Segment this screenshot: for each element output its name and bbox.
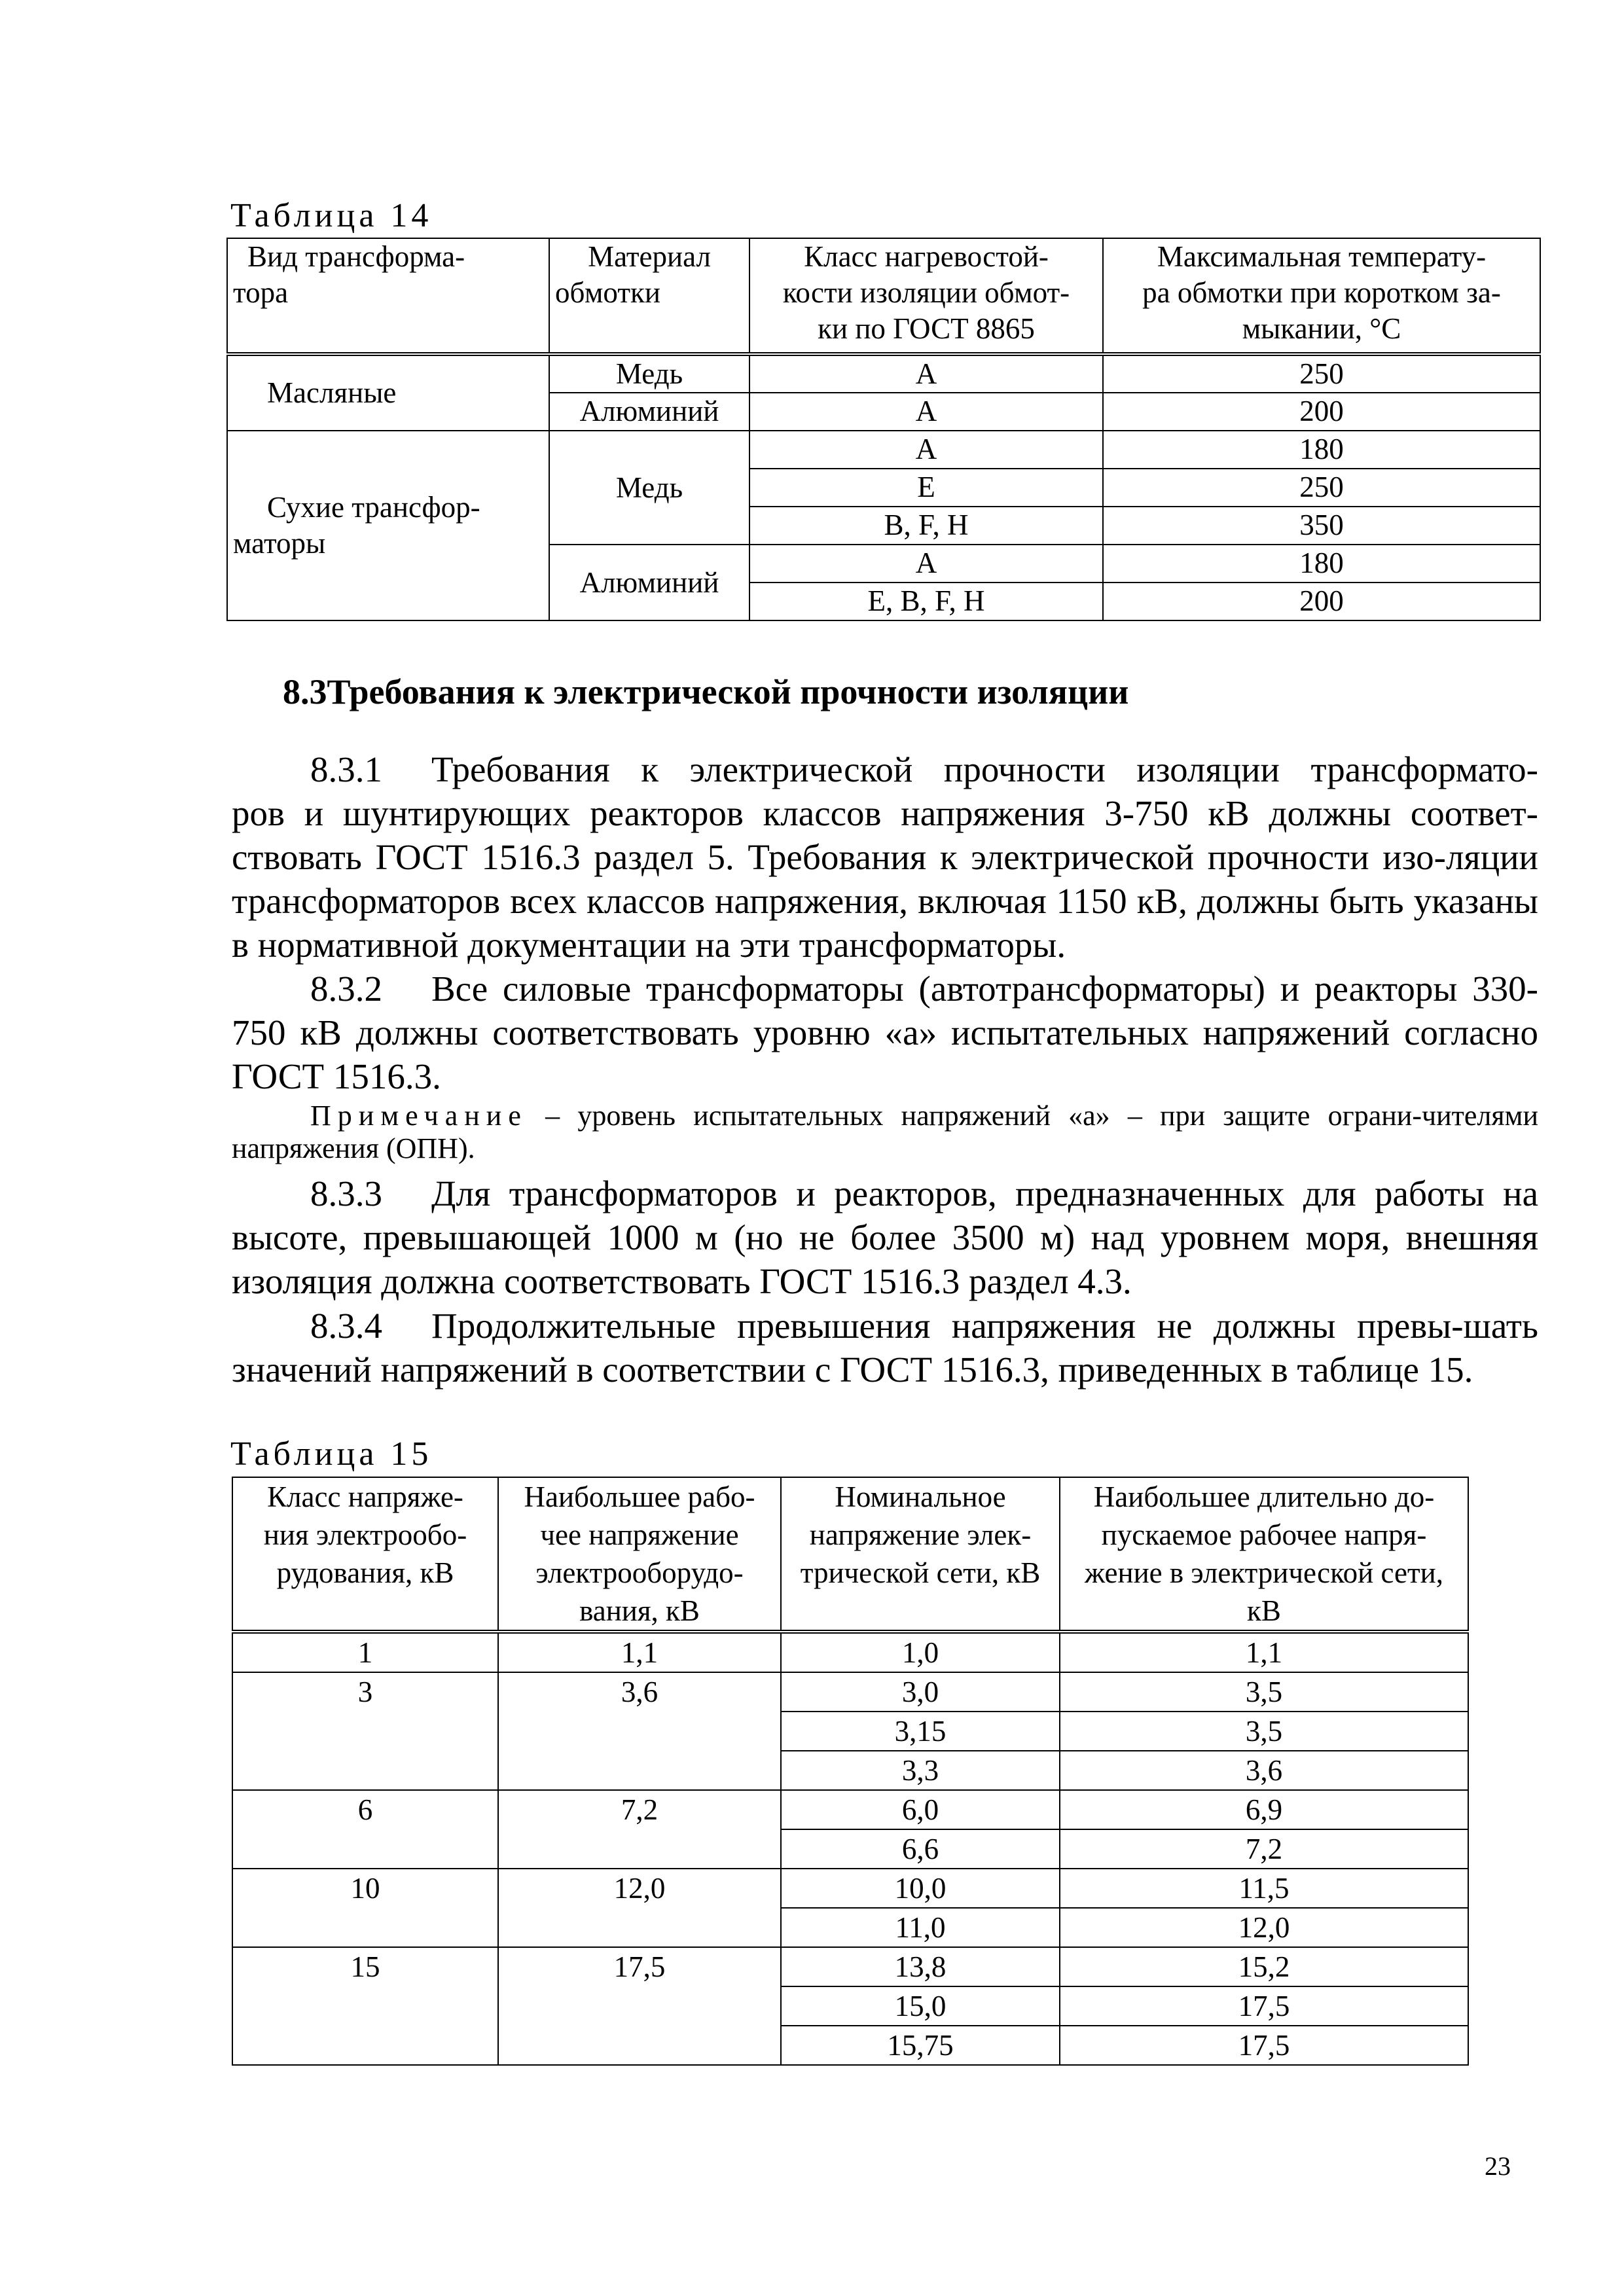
table-14-header-material (549, 238, 749, 354)
header-line: пускаемое рабочее напря- (1101, 1518, 1427, 1551)
table-15-long-max-cell: 3,5 (1060, 1712, 1468, 1751)
header-line: Класс нагревостой- (804, 240, 1049, 273)
table-15-nominal-cell: 1,0 (781, 1632, 1060, 1672)
table-14-class-cell: В, F, Н (749, 507, 1103, 545)
table-15-long-max-cell: 12,0 (1060, 1908, 1468, 1947)
header-line: ния электрообо- (263, 1518, 467, 1551)
table-15-class-cell: 6 (232, 1790, 498, 1869)
table-row (232, 1947, 1468, 1986)
paragraph-first-line (232, 747, 1538, 791)
table-15-long-max-cell: 17,5 (1060, 1986, 1468, 2026)
table-14-type-cell: Масляные (227, 354, 549, 431)
paragraph-text: Продолжительные превышения напряжения не должны превы-шать значений напряжений в соответствии с ГОСТ 1516.3, приведенных в таблице 15. (232, 1306, 1538, 1390)
table-15-max-work-cell: 12,0 (498, 1869, 781, 1947)
table-15-max-work-cell: 3,6 (498, 1672, 781, 1790)
table-14-class-cell: Е, В, F, Н (749, 583, 1103, 620)
table-row (232, 1790, 1468, 1829)
table-15-nominal-cell: 10,0 (781, 1869, 1060, 1908)
type-line: маторы (233, 527, 326, 560)
table-14-temp-cell: 200 (1103, 583, 1540, 620)
table-15-long-max-cell: 11,5 (1060, 1869, 1468, 1908)
section-heading: 8.3Требования к электрической прочности изоляции (283, 672, 1129, 711)
table-15-class-cell: 1 (232, 1632, 498, 1672)
table-14-temp-cell: 250 (1103, 469, 1540, 507)
table-row (232, 1672, 1468, 1712)
table-15-long-max-cell: 17,5 (1060, 2026, 1468, 2065)
table-row (227, 354, 1540, 393)
paragraph-number: 8.3.4 (310, 1306, 382, 1346)
header-line: мыкании, °С (1242, 312, 1401, 345)
table-15-long-max-cell: 1,1 (1060, 1632, 1468, 1672)
table-15-nominal-cell: 6,6 (781, 1829, 1060, 1869)
note-label: Примечание (310, 1100, 528, 1132)
table-15 (232, 1477, 1469, 2066)
table-14 (226, 238, 1541, 621)
table-14-class-cell: А (749, 545, 1103, 583)
header-line: рудования, кВ (276, 1556, 454, 1589)
table-15-long-max-cell: 6,9 (1060, 1790, 1468, 1829)
table-15-long-max-cell: 3,5 (1060, 1672, 1468, 1712)
paragraph-8-3-3 (232, 1172, 1538, 1303)
table-14-material-cell: Алюминий (549, 393, 749, 431)
table-14-temp-cell: 180 (1103, 431, 1540, 469)
table-row (232, 1869, 1468, 1908)
header-line: тора (233, 276, 289, 309)
type-line: Сухие трансфор- (267, 491, 480, 524)
table-15-long-max-cell: 7,2 (1060, 1829, 1468, 1869)
table-14-class-cell: А (749, 431, 1103, 469)
table-15-long-max-cell: 3,6 (1060, 1751, 1468, 1790)
table-15-nominal-cell: 3,0 (781, 1672, 1060, 1712)
table-14-class-cell: А (749, 393, 1103, 431)
table-15-nominal-cell: 11,0 (781, 1908, 1060, 1947)
paragraph-number: 8.3.1 (310, 749, 382, 789)
header-line: Наибольшее длительно до- (1093, 1480, 1435, 1513)
table-14-class-cell: Е (749, 469, 1103, 507)
header-line: электрооборудо- (535, 1556, 744, 1589)
page-number: 23 (1485, 2151, 1511, 2181)
header-line: трической сети, кВ (800, 1556, 1041, 1589)
table-15-class-cell: 10 (232, 1869, 498, 1947)
header-line: кости изоляции обмот- (782, 276, 1070, 309)
table-15-header-long-max (1060, 1477, 1468, 1632)
table-15-class-cell: 3 (232, 1672, 498, 1790)
table-row (232, 1632, 1468, 1672)
paragraph-number: 8.3.2 (310, 969, 382, 1009)
header-line: вания, кВ (579, 1594, 700, 1627)
header-line: обмотки (555, 276, 660, 309)
table-15-max-work-cell: 1,1 (498, 1632, 781, 1672)
table-row (227, 431, 1540, 469)
table-15-nominal-cell: 6,0 (781, 1790, 1060, 1829)
table-14-material-cell: Алюминий (549, 545, 749, 620)
paragraph-8-3-1 (232, 747, 1538, 967)
table-15-max-work-cell: 17,5 (498, 1947, 781, 2065)
table-15-header-max-work (498, 1477, 781, 1632)
paragraph-8-3-2 (232, 967, 1538, 1098)
header-line: Номинальное (835, 1480, 1006, 1513)
table-15-nominal-cell: 3,15 (781, 1712, 1060, 1751)
header-line: ки по ГОСТ 8865 (818, 312, 1035, 345)
paragraph-text: Все силовые трансформаторы (автотрансформаторы) и реакторы 330-750 кВ должны соответствовать уровню «а» испытательных напряжений согласно ГОСТ 1516.3. (232, 969, 1538, 1096)
table-15-nominal-cell: 3,3 (781, 1751, 1060, 1790)
table-15-max-work-cell: 7,2 (498, 1790, 781, 1869)
header-line: Материал (588, 240, 711, 273)
table-14-caption: Таблица 14 (230, 197, 433, 234)
table-15-class-cell: 15 (232, 1947, 498, 2065)
table-15-header-class (232, 1477, 498, 1632)
table-14-temp-cell: 350 (1103, 507, 1540, 545)
table-15-nominal-cell: 15,0 (781, 1986, 1060, 2026)
header-line: Максимальная температу- (1157, 240, 1487, 273)
note-text: – уровень испытательных напряжений «а» – при защите ограни-чителями напряжения (ОПН). (232, 1100, 1539, 1164)
table-14-type-cell (227, 431, 549, 620)
table-14-temp-cell: 250 (1103, 354, 1540, 393)
table-15-long-max-cell: 15,2 (1060, 1947, 1468, 1986)
table-14-header-temp (1103, 238, 1540, 354)
table-14-header-row (227, 238, 1540, 354)
table-15-header-row (232, 1477, 1468, 1632)
table-14-temp-cell: 200 (1103, 393, 1540, 431)
header-line: кВ (1247, 1594, 1281, 1627)
table-14-material-cell: Медь (549, 354, 749, 393)
note (232, 1100, 1538, 1165)
table-15-header-nominal (781, 1477, 1060, 1632)
table-14-class-cell: А (749, 354, 1103, 393)
header-line: Вид трансформа- (247, 240, 465, 273)
paragraph-text: Для трансформаторов и реакторов, предназначенных для работы на высоте, превышающей 1000 м (но не более 3500 м) над уровнем моря, внешняя изоляция должна соответствовать ГОСТ 1516.3 раздел 4.3. (232, 1174, 1538, 1301)
paragraph-8-3-4 (232, 1304, 1538, 1391)
paragraph-text: Требования к электрической прочности изоляции трансформато- (431, 749, 1538, 789)
table-15-caption: Таблица 15 (230, 1435, 433, 1473)
table-14-header-type (227, 238, 549, 354)
table-14-header-class (749, 238, 1103, 354)
header-line: ра обмотки при коротком за- (1142, 276, 1501, 309)
header-line: напряжение элек- (809, 1518, 1032, 1551)
table-14-material-cell: Медь (549, 431, 749, 545)
paragraph-number: 8.3.3 (310, 1174, 382, 1213)
table-15-nominal-cell: 13,8 (781, 1947, 1060, 1986)
header-line: чее напряжение (540, 1518, 739, 1551)
table-14-temp-cell: 180 (1103, 545, 1540, 583)
header-line: жение в электрической сети, (1085, 1556, 1443, 1589)
header-line: Наибольшее рабо- (524, 1480, 755, 1513)
table-15-nominal-cell: 15,75 (781, 2026, 1060, 2065)
header-line: Класс напряже- (267, 1480, 463, 1513)
paragraph-text: ров и шунтирующих реакторов классов напряжения 3-750 кВ должны соответ-ствовать ГОСТ 1516.3 раздел 5. Требования к электрической прочности изо-ляции трансформаторов всех классов напряжения, включая 1150 кВ, должны быть указаны в нормативной документации на эти трансформаторы. (232, 793, 1538, 965)
